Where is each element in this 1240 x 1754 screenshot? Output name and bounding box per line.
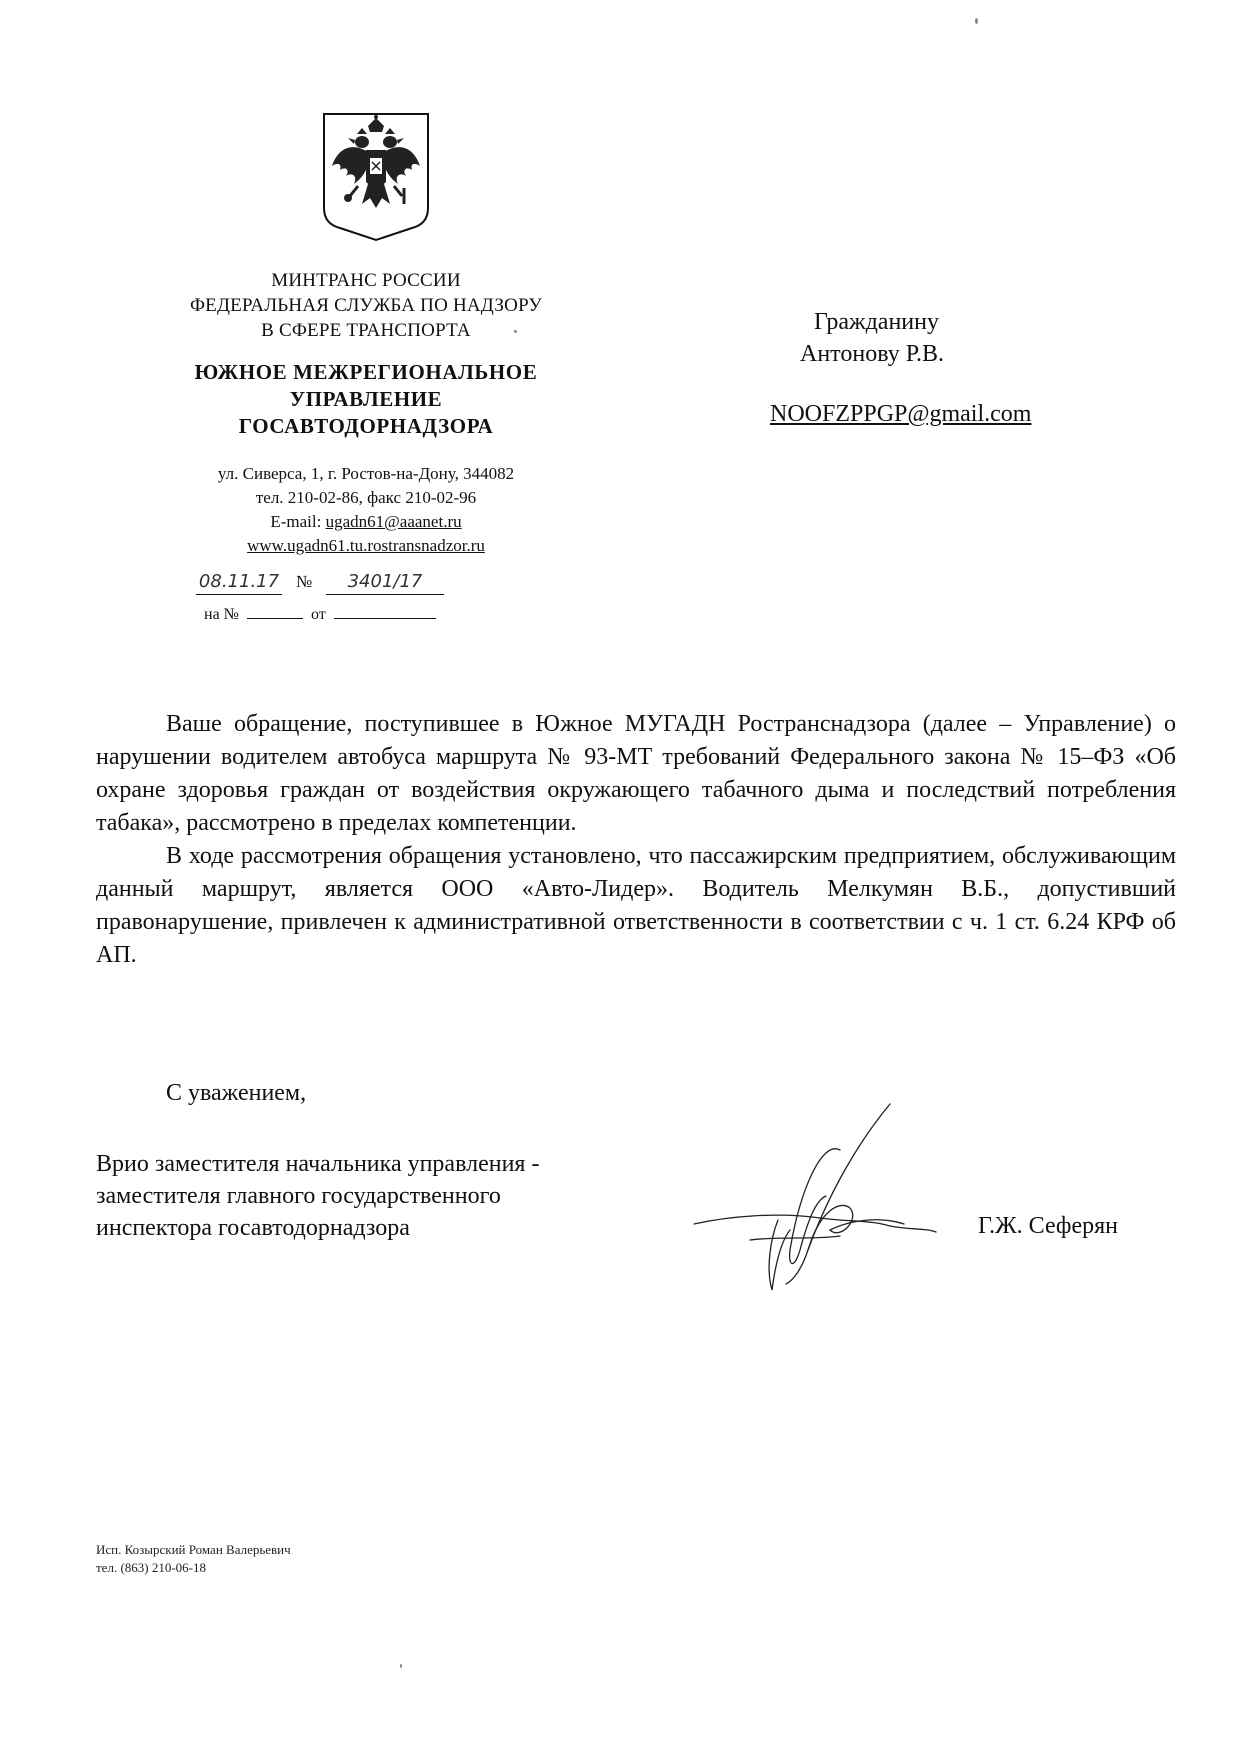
- signer-name: Г.Ж. Сеферян: [978, 1213, 1119, 1239]
- outgoing-date: 08.11.17: [196, 570, 282, 595]
- department-name: [150, 359, 582, 440]
- signer-title-line: заместителя главного государственного: [96, 1183, 501, 1209]
- on-number-label: на №: [204, 606, 239, 623]
- email-line: [150, 510, 582, 534]
- closing-salutation: С уважением,: [166, 1080, 307, 1106]
- from-label: от: [310, 606, 326, 623]
- letter-body: [96, 708, 1176, 972]
- email-link[interactable]: ugadn61@aaanet.ru: [325, 512, 462, 531]
- coat-of-arms-emblem: [322, 112, 430, 242]
- executor-phone: тел. (863) 210-06-18: [96, 1560, 207, 1575]
- double-headed-eagle-icon: [322, 112, 430, 242]
- incoming-reference: [204, 604, 436, 624]
- signer-title: [96, 1148, 696, 1244]
- executor-name: Исп. Козырский Роман Валерьевич: [96, 1542, 291, 1557]
- signer-title-line: Врио заместителя начальника управления -: [96, 1151, 540, 1177]
- executor-info: [96, 1541, 291, 1577]
- email-label: E-mail:: [270, 512, 326, 531]
- phone-fax-line: тел. 210-02-86, факс 210-02-96: [255, 488, 477, 507]
- handwritten-signature: [690, 1100, 940, 1300]
- outgoing-number: 3401/17: [326, 570, 444, 595]
- addressee-block: [770, 306, 1210, 430]
- ministry-line: В СФЕРЕ ТРАНСПОРТА: [261, 320, 471, 341]
- outgoing-reference: [196, 570, 516, 596]
- website-link[interactable]: www.ugadn61.tu.rostransnadzor.ru: [247, 536, 485, 555]
- contact-info: [150, 462, 582, 558]
- signer-title-line: инспектора госавтодорнадзора: [96, 1215, 410, 1241]
- body-paragraph: Ваше обращение, поступившее в Южное МУГАДН Ространснадзора (далее – Управление) о нарушении водителем автобуса маршрута № 93-МТ требований Федерального закона № 15–ФЗ «Об охране здоровья граждан от воздействия окружающего табачного дыма и последствий потребления табака», рассмотрено в пределах компетенции.: [96, 711, 1176, 836]
- ministry-line: МИНТРАНС РОССИИ: [271, 270, 461, 291]
- address-line: ул. Сиверса, 1, г. Ростов-на-Дону, 344082: [217, 464, 515, 483]
- ministry-name: [150, 268, 582, 343]
- scan-speck: [514, 330, 517, 333]
- department-line: ЮЖНОЕ МЕЖРЕГИОНАЛЬНОЕ: [194, 360, 538, 384]
- addressee-name: Антонову Р.В.: [800, 341, 945, 367]
- number-label: №: [296, 572, 313, 591]
- letterhead: [150, 268, 582, 558]
- on-number-blank: [247, 604, 303, 619]
- scan-speck: [400, 1664, 402, 1668]
- ministry-line: ФЕДЕРАЛЬНАЯ СЛУЖБА ПО НАДЗОРУ: [189, 295, 543, 316]
- from-date-blank: [334, 604, 436, 619]
- addressee-salutation: Гражданину: [814, 309, 939, 335]
- body-paragraph: В ходе рассмотрения обращения установлено, что пассажирским предприятием, обслуживающим данный маршрут, является ООО «Авто-Лидер». Водитель Мелкумян В.Б., допустивший правонарушение, привлечен к административной ответственности в соответствии с ч. 1 ст. 6.24 КРФ об АП.: [96, 843, 1176, 968]
- department-line: ГОСАВТОДОРНАДЗОРА: [238, 414, 494, 438]
- scan-speck: [975, 18, 978, 24]
- addressee-email-link[interactable]: NOOFZPPGP@gmail.com: [770, 401, 1032, 427]
- department-line: УПРАВЛЕНИЕ: [289, 387, 443, 411]
